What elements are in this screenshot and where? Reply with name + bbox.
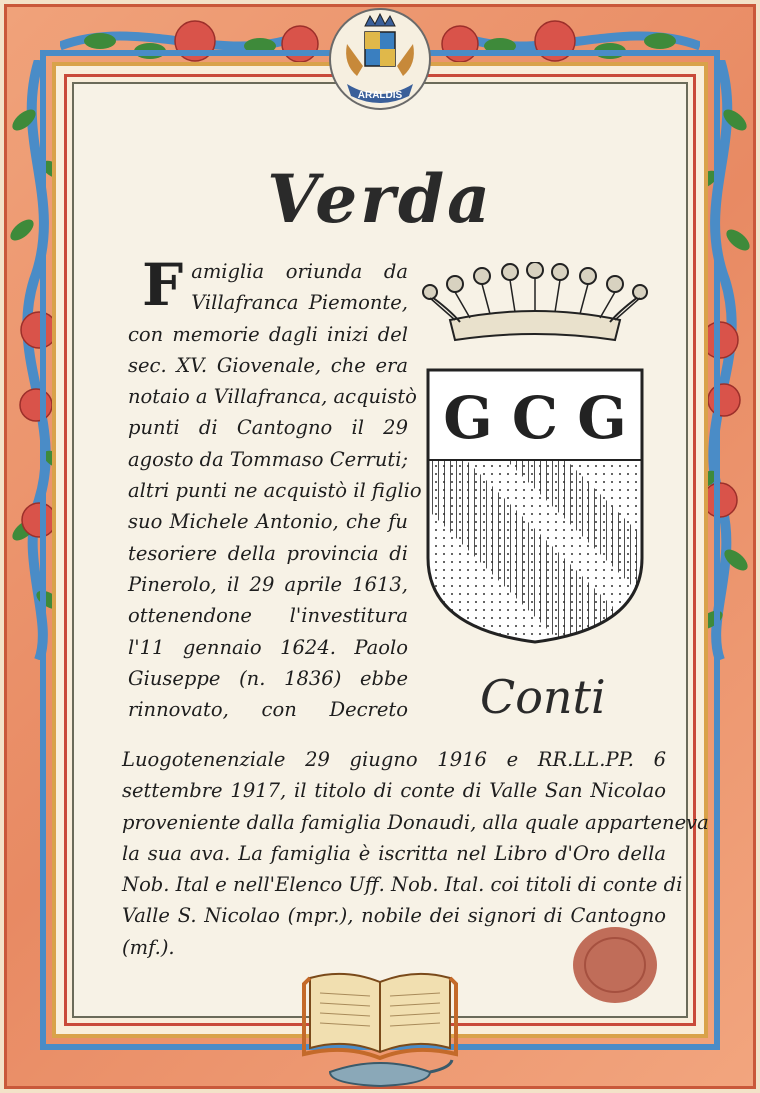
body-line: sec. XV. Giovenale, che era: [128, 353, 408, 377]
rank-title: Conti: [480, 670, 606, 724]
family-name-title: Verda: [267, 160, 493, 238]
body-line: agosto da Tommaso Cerruti;: [128, 447, 409, 471]
body-line: Valle S. Nicolao (mpr.), nobile dei signori di Cantogno: [122, 904, 666, 928]
body-line: notaio a Villafranca, acquistò: [128, 385, 417, 409]
body-line: punti di Cantogno il 29: [128, 416, 408, 440]
body-line: suo Michele Antonio, che fu: [128, 510, 408, 534]
shield-letter-3: G: [577, 384, 627, 452]
open-book-lamp-icon: [300, 968, 460, 1090]
body-line: settembre 1917, il titolo di conte di Valle San Nicolao: [122, 779, 666, 803]
body-line: proveniente dalla famiglia Donaudi, alla quale apparteneva: [122, 810, 709, 834]
body-line: altri punti ne acquistò il figlio: [128, 479, 422, 503]
body-line: Luogotenenziale 29 giugno 1916 e RR.LL.PP. 6: [122, 748, 666, 771]
body-text-left-column: [128, 251, 422, 725]
wax-seal-icon: [568, 922, 662, 1008]
body-line: (mf.).: [122, 935, 175, 959]
body-line: tesoriere della provincia di: [128, 541, 408, 565]
body-line: Nob. Ital e nell'Elenco Uff. Nob. Ital. coi titoli di conte di: [122, 873, 683, 897]
count-coronet-icon: [420, 262, 650, 348]
drop-cap: F: [142, 251, 184, 319]
shield-letter-2: C: [511, 384, 559, 452]
emblem-ribbon-text: ARALDIS: [357, 90, 403, 101]
body-line: rinnovato, con Decreto: [128, 698, 408, 722]
body-line: con memorie dagli inizi del: [128, 322, 408, 346]
body-line: Villafranca Piemonte,: [191, 291, 408, 315]
body-line: la sua ava. La famiglia è iscritta nel Libro d'Oro della: [122, 841, 666, 865]
araldis-emblem-icon: [325, 4, 435, 114]
body-line: ottenendone l'investitura: [128, 604, 408, 628]
shield-letter-1: G: [443, 384, 493, 452]
body-line: Giuseppe (n. 1836) ebbe: [128, 666, 408, 690]
body-line: l'11 gennaio 1624. Paolo: [128, 635, 408, 659]
body-line: amiglia oriunda da: [191, 260, 408, 283]
body-line: Pinerolo, il 29 aprile 1613,: [128, 572, 408, 596]
coat-of-arms-shield: [426, 368, 644, 644]
